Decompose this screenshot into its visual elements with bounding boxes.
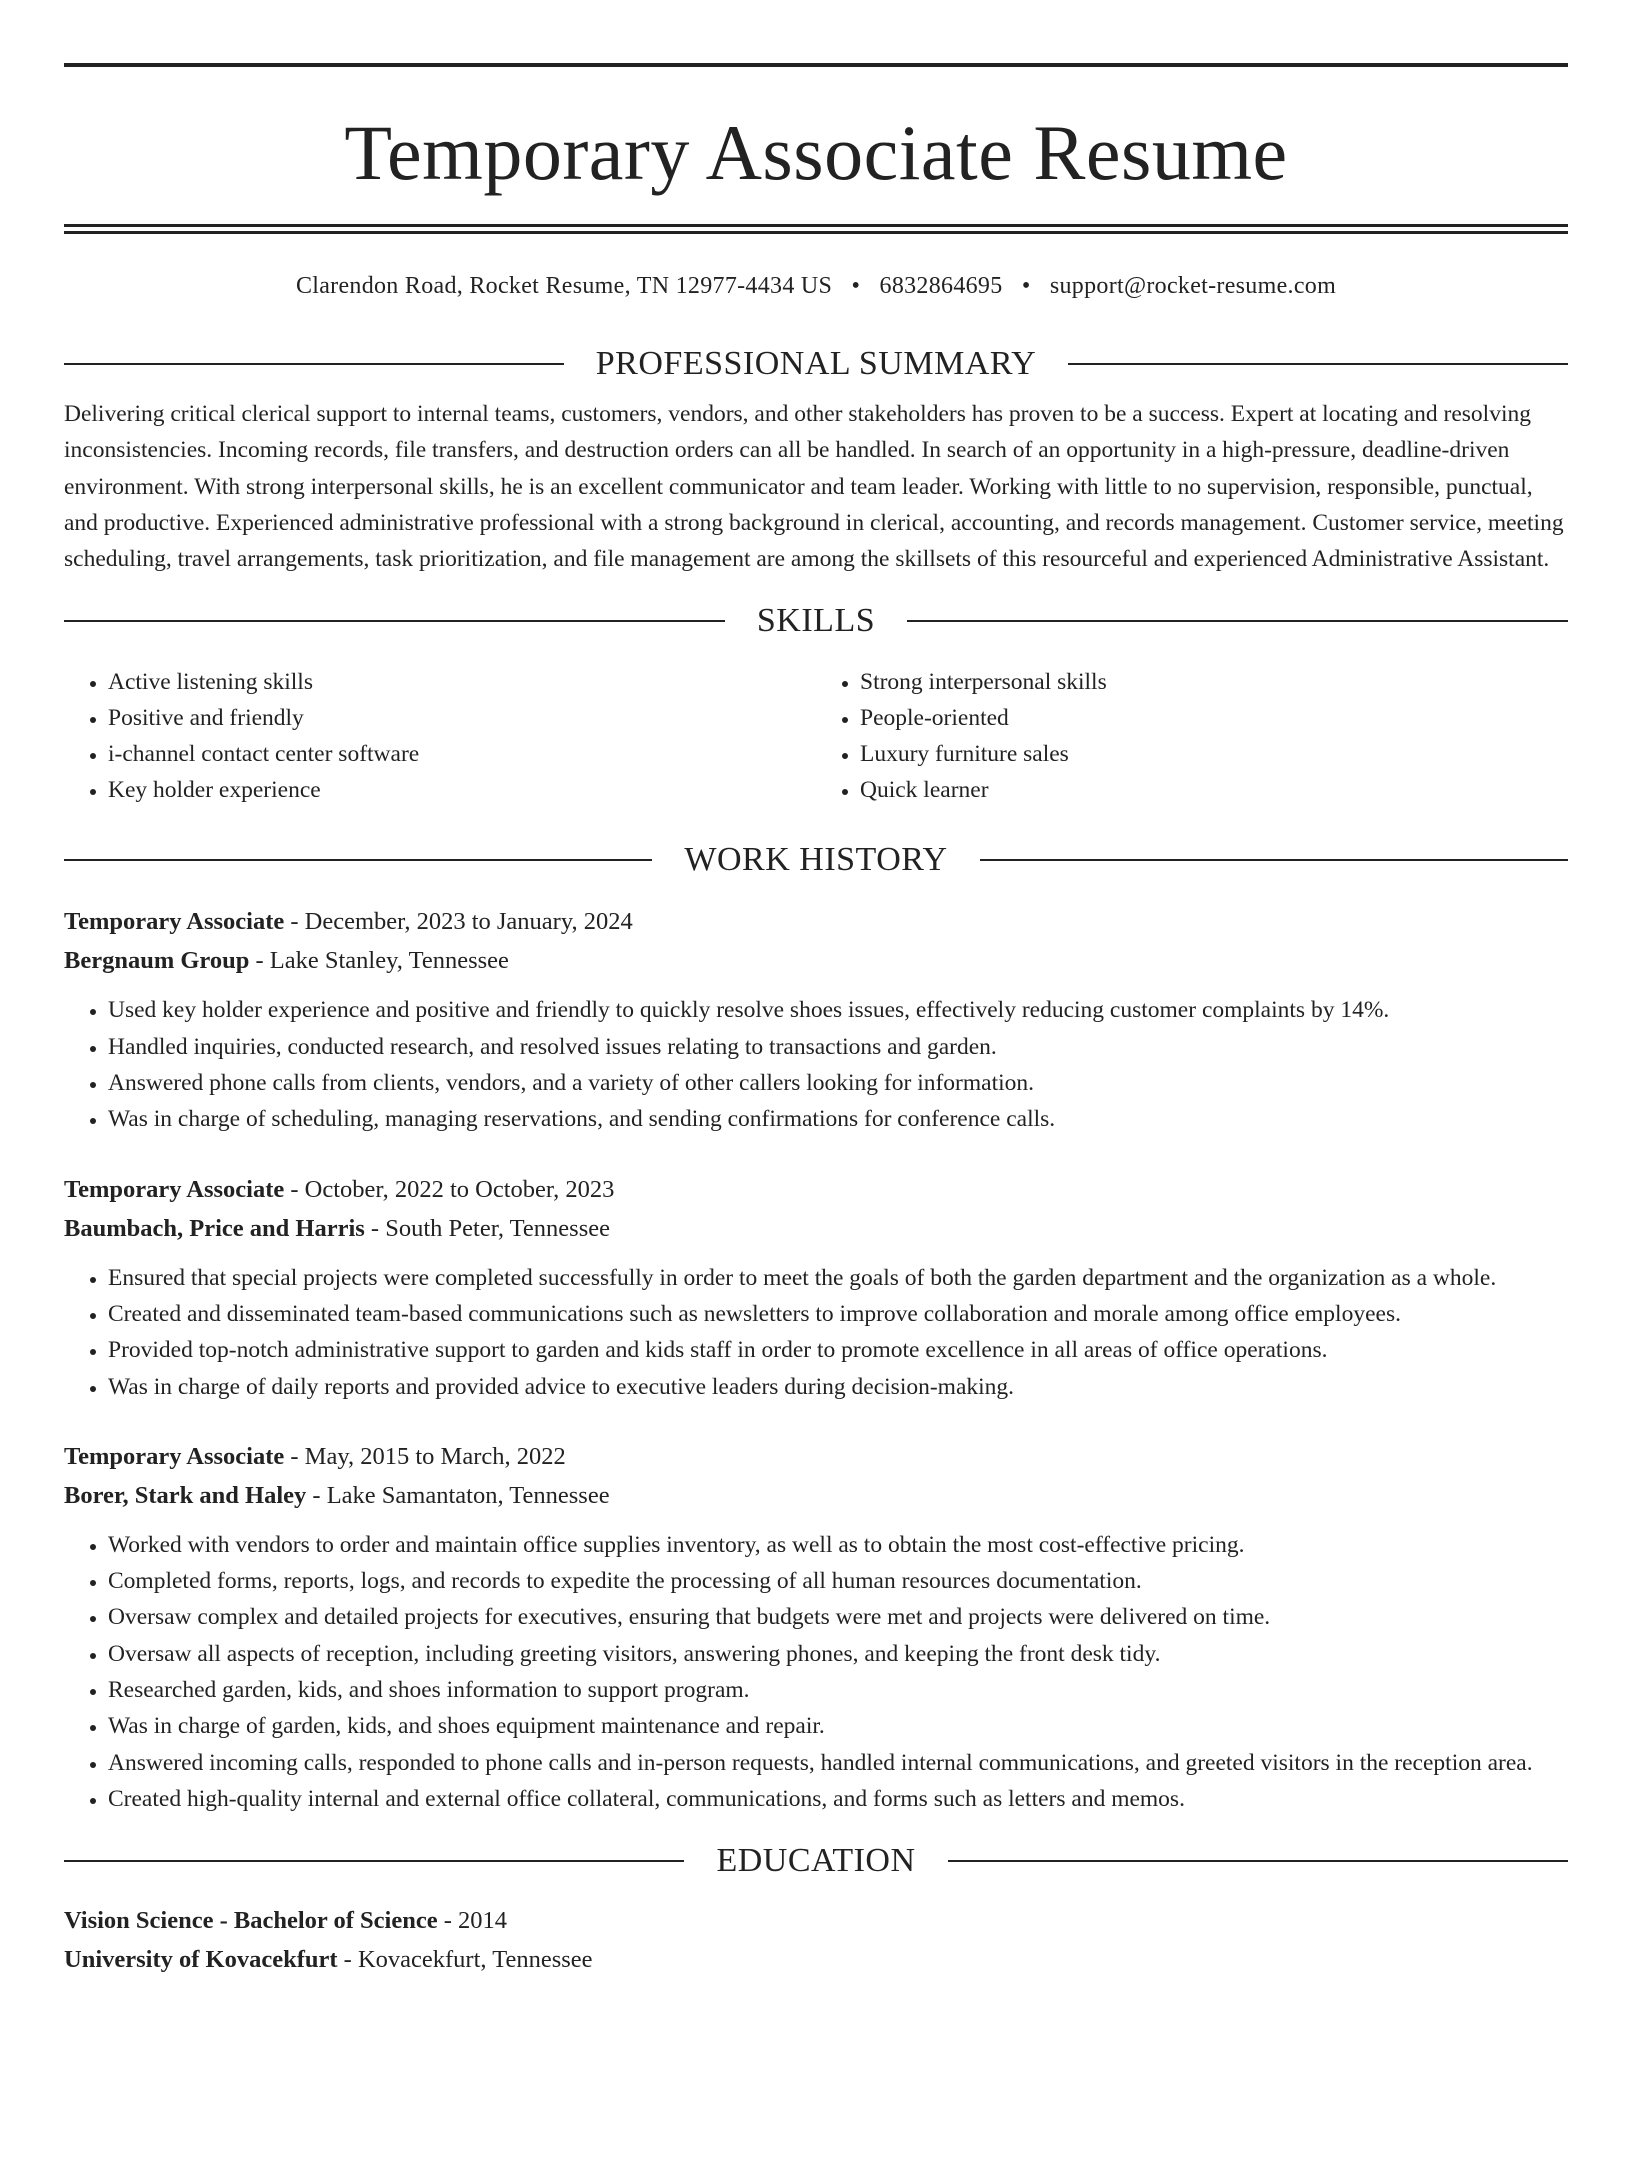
job-bullet: • Ensured that special projects were completed successfully in order to meet the goals of both the garden department and the organization as a whole. xyxy=(108,1260,1568,1296)
job-dates: - May, 2015 to March, 2022 xyxy=(284,1442,566,1470)
job-bullet: • Was in charge of scheduling, managing reservations, and sending confirmations for conference calls. xyxy=(108,1101,1568,1137)
skill-item: • Positive and friendly xyxy=(108,700,816,736)
skill-item: • Key holder experience xyxy=(108,772,816,808)
job-title-line xyxy=(64,1170,1568,1209)
education-school: University of Kovacekfurt xyxy=(64,1946,338,1974)
job-bullets xyxy=(64,992,1568,1137)
job-title: Temporary Associate xyxy=(64,908,285,936)
job-title-line xyxy=(64,1437,1568,1476)
title-double-rule xyxy=(64,224,1568,234)
job-location: - Lake Stanley, Tennessee xyxy=(249,947,509,975)
heading-rule xyxy=(980,859,1568,861)
skills-column-left xyxy=(64,664,816,808)
work-section-heading xyxy=(64,838,1568,882)
job-location: - South Peter, Tennessee xyxy=(364,1214,611,1242)
contact-line xyxy=(64,270,1568,302)
job-location: - Lake Samantaton, Tennessee xyxy=(306,1481,610,1509)
job-bullet: • Oversaw all aspects of reception, including greeting visitors, answering phones, and keeping the front desk tidy. xyxy=(108,1636,1568,1672)
education-degree-line xyxy=(64,1901,1568,1940)
job-bullet: • Created and disseminated team-based communications such as newsletters to improve collaboration and morale among office employees. xyxy=(108,1296,1568,1332)
summary-section-heading xyxy=(64,342,1568,386)
skill-item: • Strong interpersonal skills xyxy=(860,664,1568,700)
job-title-line xyxy=(64,902,1568,941)
skills-section-heading xyxy=(64,599,1568,643)
skill-item: • People-oriented xyxy=(860,700,1568,736)
skill-item: • Luxury furniture sales xyxy=(860,736,1568,772)
job-bullet: • Handled inquiries, conducted research, and resolved issues relating to transactions and garden. xyxy=(108,1029,1568,1065)
skills-column-right xyxy=(816,664,1568,808)
heading-rule xyxy=(64,1860,684,1862)
summary-heading-label: PROFESSIONAL SUMMARY xyxy=(595,345,1037,382)
heading-rule xyxy=(948,1860,1568,1862)
resume-title: Temporary Associate Resume xyxy=(344,109,1288,196)
heading-rule xyxy=(907,620,1568,622)
contact-phone: 6832864695 xyxy=(879,273,1003,299)
job-bullets xyxy=(64,1260,1568,1405)
education-section-heading xyxy=(64,1839,1568,1883)
job-entry xyxy=(64,1170,1568,1405)
skill-item: • Quick learner xyxy=(860,772,1568,808)
summary-text: Delivering critical clerical support to internal teams, customers, vendors, and other stakeholders has proven to be a success. Expert at locating and resolving inconsistencies. Incoming records, file transfers, and destruction orders can all be handled. In search of an opportunity in a high-pressure, deadline-driven environment. With strong interpersonal skills, he is an excellent communicator and team leader. Working with little to no supervision, responsible, punctual, and productive. Experienced administrative professional with a strong background in clerical, accounting, and records management. Customer service, meeting scheduling, travel arrangements, task prioritization, and file management are among the skillsets of this resourceful and experienced Administrative Assistant. xyxy=(64,401,1564,573)
job-bullet: • Answered phone calls from clients, vendors, and a variety of other callers looking for information. xyxy=(108,1065,1568,1101)
job-bullet: • Used key holder experience and positive and friendly to quickly resolve shoes issues, effectively reducing customer complaints by 14%. xyxy=(108,992,1568,1028)
job-company: Bergnaum Group xyxy=(64,947,250,975)
job-dates: - October, 2022 to October, 2023 xyxy=(284,1175,615,1203)
job-bullet: • Worked with vendors to order and maintain office supplies inventory, as well as to obtain the most cost-effective pricing. xyxy=(108,1527,1568,1563)
job-dates: - December, 2023 to January, 2024 xyxy=(284,908,633,936)
heading-rule xyxy=(64,363,564,365)
education-location: - Kovacekfurt, Tennessee xyxy=(337,1946,593,1974)
education-degree: Vision Science - Bachelor of Science xyxy=(64,1907,438,1935)
skill-item: • i-channel contact center software xyxy=(108,736,816,772)
job-company: Borer, Stark and Haley xyxy=(64,1481,307,1509)
work-heading-label: WORK HISTORY xyxy=(684,841,948,879)
job-bullets xyxy=(64,1527,1568,1817)
job-bullet: • Created high-quality internal and external office collateral, communications, and forms such as letters and memos. xyxy=(108,1781,1568,1817)
heading-rule xyxy=(64,620,725,622)
job-bullet: • Provided top-notch administrative support to garden and kids staff in order to promote excellence in all areas of office operations. xyxy=(108,1332,1568,1368)
heading-rule xyxy=(1068,363,1568,365)
job-company-line xyxy=(64,941,1568,980)
heading-rule xyxy=(64,859,652,861)
job-bullet: • Researched garden, kids, and shoes information to support program. xyxy=(108,1672,1568,1708)
skills-heading-label: SKILLS xyxy=(756,602,876,640)
contact-address: Clarendon Road, Rocket Resume, TN 12977-4434 US xyxy=(295,273,833,299)
job-entry xyxy=(64,902,1568,1137)
job-company: Baumbach, Price and Harris xyxy=(64,1214,365,1242)
skills-list xyxy=(64,664,1568,808)
education-school-line xyxy=(64,1940,1568,1979)
job-title: Temporary Associate xyxy=(64,1442,285,1470)
job-company-line xyxy=(64,1476,1568,1515)
job-bullet: • Answered incoming calls, responded to phone calls and in-person requests, handled internal communications, and greeted visitors in the reception area. xyxy=(108,1745,1568,1781)
job-company-line xyxy=(64,1209,1568,1248)
job-bullet: • Oversaw complex and detailed projects for executives, ensuring that budgets were met and projects were delivered on time. xyxy=(108,1599,1568,1635)
skill-item: • Active listening skills xyxy=(108,664,816,700)
job-bullet: • Completed forms, reports, logs, and records to expedite the processing of all human resources documentation. xyxy=(108,1563,1568,1599)
job-title: Temporary Associate xyxy=(64,1175,285,1203)
education-heading-label: EDUCATION xyxy=(716,1842,916,1880)
education-entry xyxy=(64,1901,1568,1979)
top-rule xyxy=(64,63,1568,67)
job-bullet: • Was in charge of garden, kids, and shoes equipment maintenance and repair. xyxy=(108,1708,1568,1744)
contact-separator: • xyxy=(1021,273,1031,299)
resume-page xyxy=(0,63,1632,2175)
job-bullet: • Was in charge of daily reports and provided advice to executive leaders during decision-making. xyxy=(108,1369,1568,1405)
job-entry xyxy=(64,1437,1568,1817)
education-year: - 2014 xyxy=(437,1907,507,1935)
contact-email: support@rocket-resume.com xyxy=(1049,273,1337,299)
contact-separator: • xyxy=(851,273,861,299)
